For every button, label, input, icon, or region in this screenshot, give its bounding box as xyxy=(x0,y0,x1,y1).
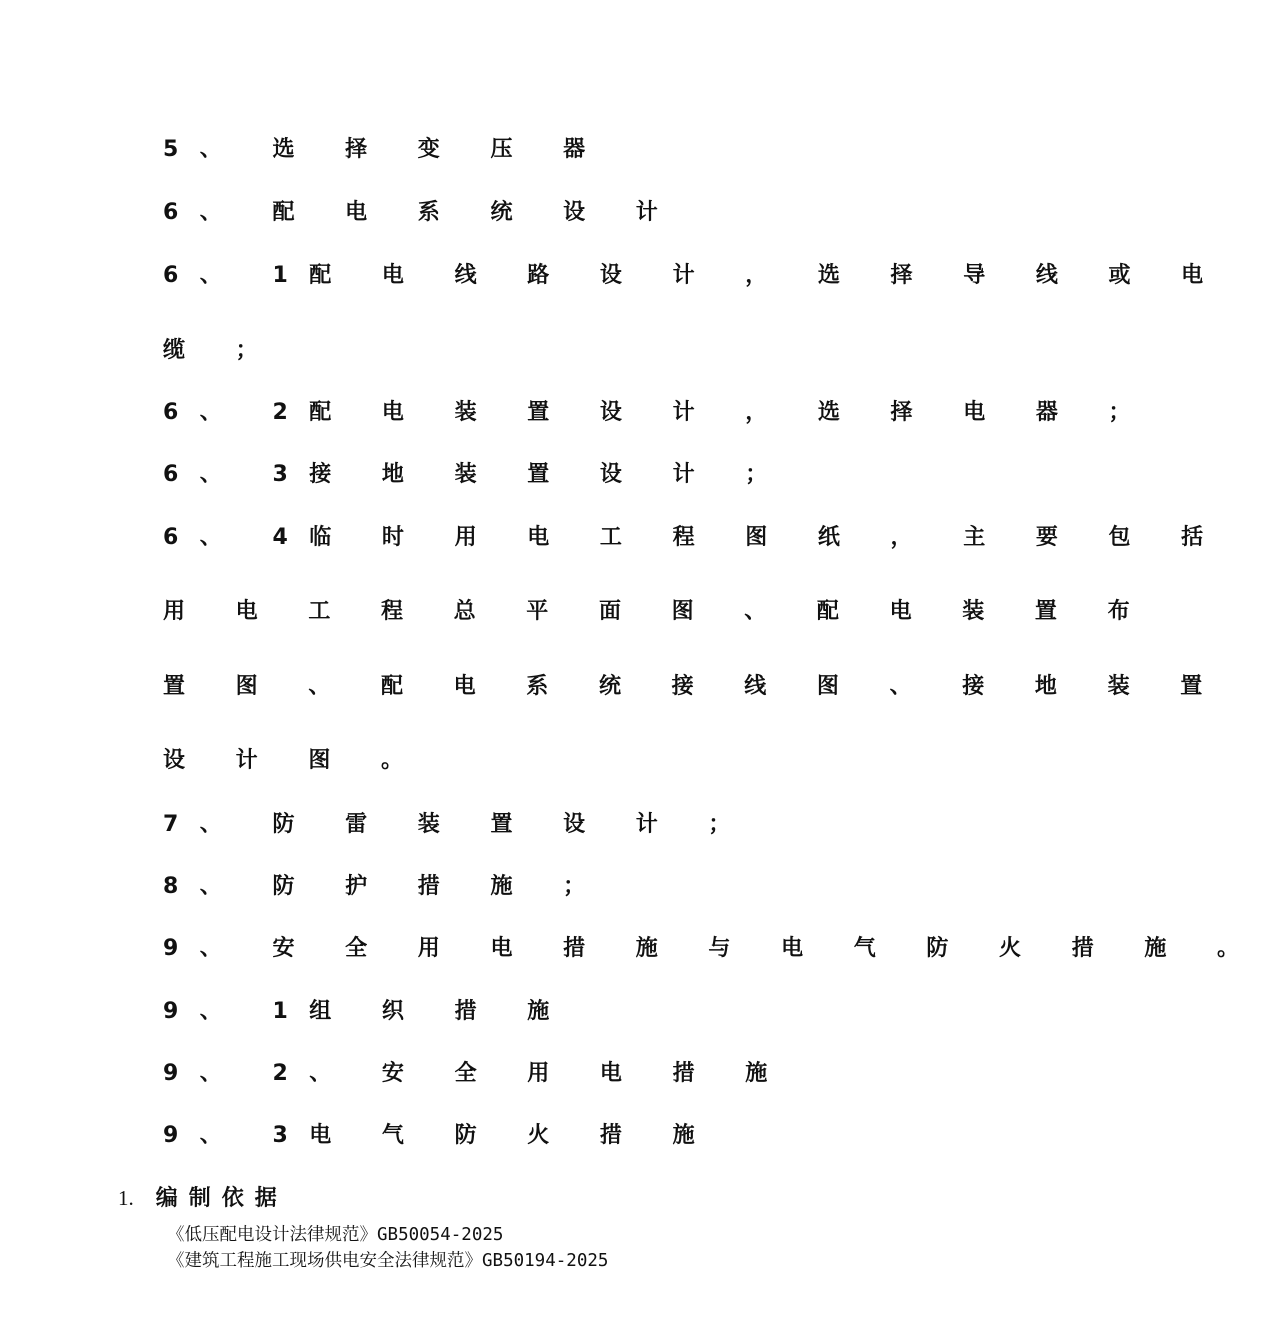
section-title: 编制依据 xyxy=(155,1186,288,1211)
outline-item-6-1-cont: 缆 ； xyxy=(163,338,280,363)
outline-item-9-3: 9、 3电 气 防 火 措 施 xyxy=(163,1123,717,1148)
outline-item-6-3: 6、 3接 地 装 置 设 计 ； xyxy=(163,462,789,487)
outline-item-6: 6、 配 电 系 统 设 计 xyxy=(163,200,680,225)
outline-item-6-4-cont-1: 用 电 工 程 总 平 面 图 、 配 电 装 置 布 xyxy=(163,599,1152,624)
outline-item-7: 7、 防 雷 装 置 设 计 ； xyxy=(163,812,752,837)
outline-item-9-2: 9、 2、 安 全 用 电 措 施 xyxy=(163,1061,789,1086)
reference-line-2: 《建筑工程施工现场供电安全法律规范》GB50194-2025 xyxy=(167,1251,609,1271)
outline-item-6-4-cont-2: 置 图 、 配 电 系 统 接 线 图 、 接 地 装 置 xyxy=(163,674,1224,699)
section-number: 1. xyxy=(118,1186,134,1210)
reference-line-1: 《低压配电设计法律规范》GB50054-2025 xyxy=(167,1225,504,1245)
outline-item-6-4: 6、 4临 时 用 电 工 程 图 纸 ， 主 要 包 括 xyxy=(163,525,1225,550)
outline-item-9-1: 9、 1组 织 措 施 xyxy=(163,999,571,1024)
outline-item-8: 8、 防 护 措 施 ； xyxy=(163,874,607,899)
section-heading xyxy=(118,1183,288,1214)
outline-item-5: 5、 选 择 变 压 器 xyxy=(163,137,607,162)
outline-item-9: 9、 安 全 用 电 措 施 与 电 气 防 火 措 施 。 xyxy=(163,936,1261,961)
outline-item-6-4-cont-3: 设 计 图 。 xyxy=(163,748,425,773)
outline-item-6-2: 6、 2配 电 装 置 设 计 ， 选 择 电 器 ； xyxy=(163,400,1153,425)
outline-item-6-1: 6、 1配 电 线 路 设 计 ， 选 择 导 线 或 电 xyxy=(163,263,1225,288)
